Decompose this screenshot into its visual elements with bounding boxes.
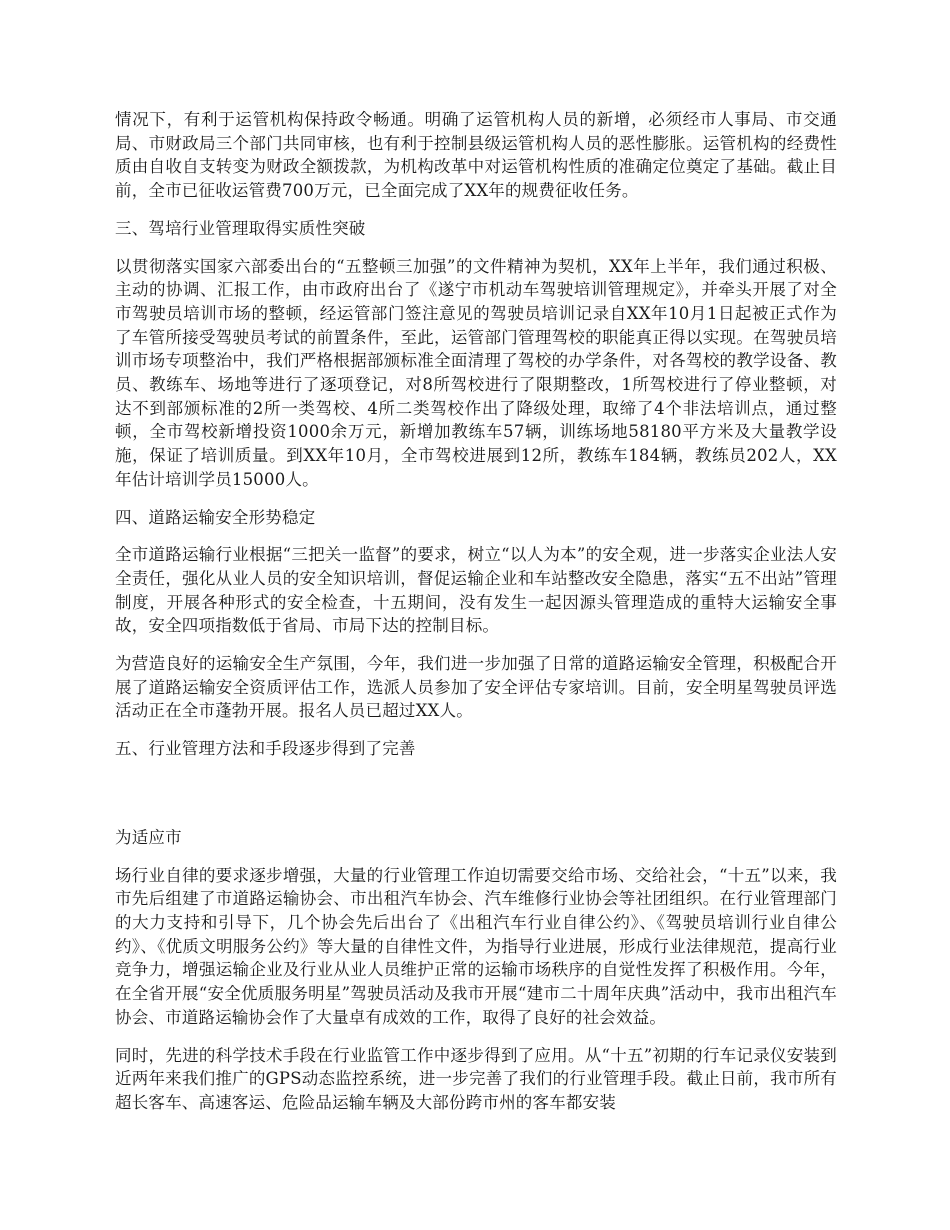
paragraph-fragment: 为适应市	[115, 827, 182, 847]
paragraph-driving-school: 以贯彻落实国家六部委出台的“五整顿三加强”的文件精神为契机，XX年上半年，我们通过积极、主动的协调、汇报工作，由市政府出台了《遂宁市机动车驾驶培训管理规定》，并牵头开展了对全市驾驶员培训市场的整顿，经运管部门签注意见的驾驶员培训记录自XX年10月1日起被正式作为了车管所接受驾驶员考试的前置条件，至此，运管部门管理驾校的职能真正得以实现。在驾驶员培训市场专项整治中，我们严格根据部颁标准全面清理了驾校的办学条件，对各驾校的教学设备、教员、教练车、场地等进行了逐项登记，对8所驾校进行了限期整改，1所驾校进行了停业整顿，对达不到部颁标准的2所一类驾校、4所二类驾校作出了降级处理，取缔了4个非法培训点，通过整顿，全市驾校新增投资1000余万元，新增加教练车57辆，训练场地58180平方米及大量教学设施，保证了培训质量。到XX年10月，全市驾校进展到12所，教练车184辆，教练员202人，XX年估计培训学员15000人。	[115, 256, 837, 489]
paragraph-technology: 同时，先进的科学技术手段在行业监管工作中逐步得到了应用。从“十五”初期的行车记录仪安装到近两年来我们推广的GPS动态监控系统，进一步完善了我们的行业管理手段。截止日前，我市所有超长客车、高速客运、危险品运输车辆及大部份跨市州的客车都安装	[115, 1045, 837, 1112]
paragraph-intro-continued: 情况下，有利于运管机构保持政令畅通。明确了运管机构人员的新增，必须经市人事局、市交通局、市财政局三个部门共同审核，也有利于控制县级运管机构人员的恶性膨胀。运管机构的经费性质由自收自支转变为财政全额拨款，为机构改革中对运管机构性质的准确定位奠定了基础。截止目前，全市已征收运管费700万元，已全面完成了XX年的规费征收任务。	[115, 110, 837, 201]
section-heading-3: 三、驾培行业管理取得实质性突破	[115, 218, 366, 238]
section-heading-5: 五、行业管理方法和手段逐步得到了完善	[115, 739, 416, 759]
paragraph-self-regulation: 场行业自律的要求逐步增强，大量的行业管理工作迫切需要交给市场、交给社会，“十五”以来，我市先后组建了市道路运输协会、市出租汽车协会、汽车维修行业协会等社团组织。在行业管理部门的大力支持和引导下，几个协会先后出台了《出租汽车行业自律公约》、《驾驶员培训行业自律公约》、《优质文明服务公约》等大量的自律性文件，为指导行业进展，形成行业法律规范，提高行业竞争力，增强运输企业及行业从业人员维护正常的运输市场秩序的自觉性发挥了积极作用。今年，在全省开展“安全优质服务明星”驾驶员活动及我市开展“建市二十周年庆典”活动中，我市出租汽车协会、市道路运输协会作了大量卓有成效的工作，取得了良好的社会效益。	[115, 865, 837, 1027]
document-body	[115, 108, 837, 1115]
paragraph-safety-1: 全市道路运输行业根据“三把关一监督”的要求，树立“以人为本”的安全观，进一步落实企业法人安全责任，强化从业人员的安全知识培训，督促运输企业和车站整改安全隐患，落实“五不出站”管理制度，开展各种形式的安全检查，十五期间，没有发生一起因源头管理造成的重特大运输安全事故，安全四项指数低于省局、市局下达的控制目标。	[115, 545, 837, 636]
paragraph-safety-2: 为营造良好的运输安全生产氛围，今年，我们进一步加强了日常的道路运输安全管理，积极配合开展了道路运输安全资质评估工作，选派人员参加了安全评估专家培训。目前，安全明星驾驶员评选活动正在全市蓬勃开展。报名人员已超过XX人。	[115, 654, 837, 721]
section-heading-4: 四、道路运输安全形势稳定	[115, 507, 316, 527]
